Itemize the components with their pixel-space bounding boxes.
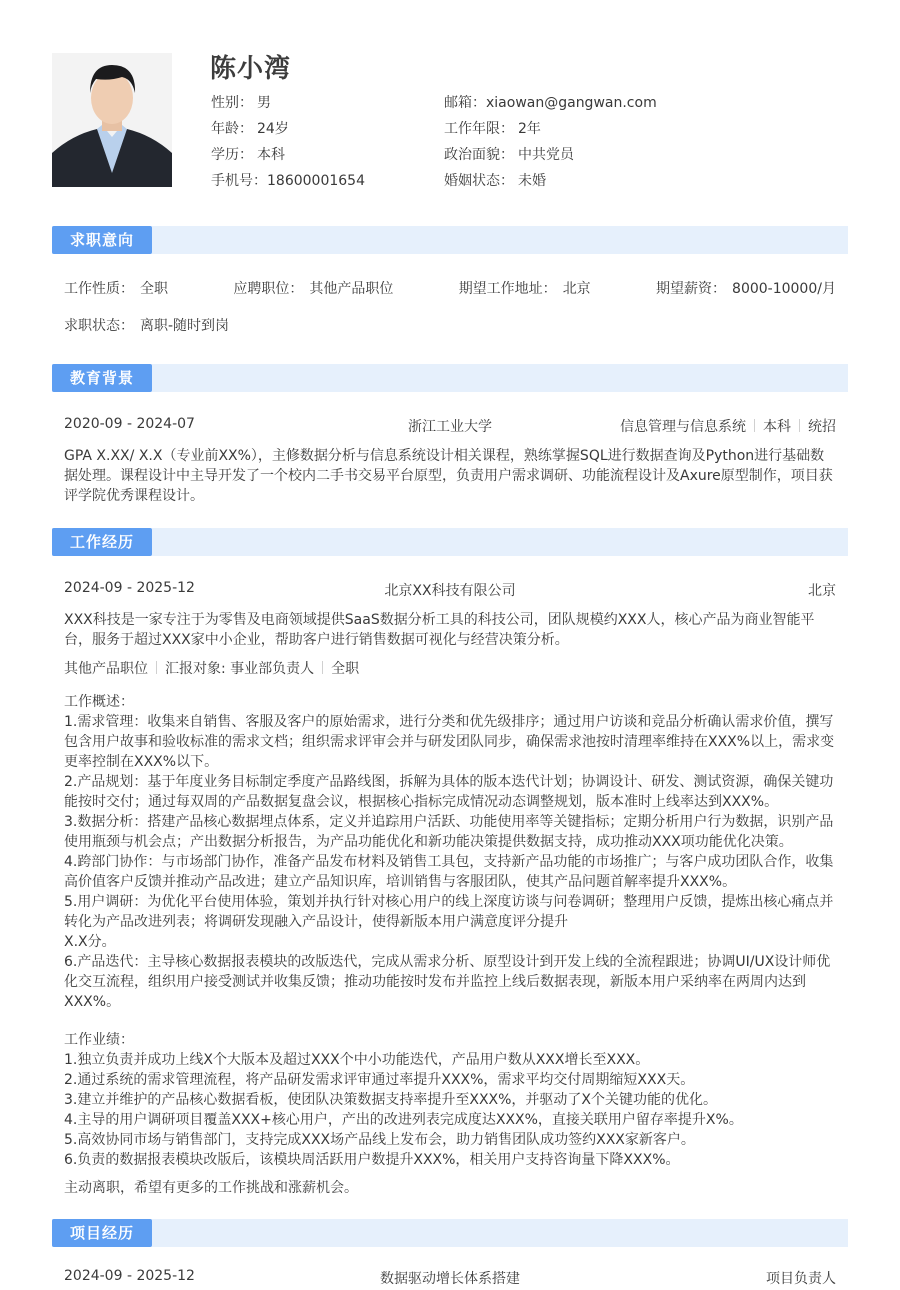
education-major-degree <box>620 416 836 436</box>
overview-item: 5.用户调研：为优化平台使用体验，策划并执行针对核心用户的线上深度访谈与问卷调研；整理用户反馈，提炼出核心痛点并转化为产品改进列表；将调研发现融入产品设计，使得新版本用户满意度评分提升 <box>64 894 834 930</box>
project-period: 2024-09 - 2025-12 <box>64 1268 195 1284</box>
divider <box>156 661 157 674</box>
field-label: 应聘职位： <box>233 281 304 297</box>
leave-reason: 主动离职，希望有更多的工作挑战和涨薪机会。 <box>64 1180 358 1196</box>
intent-salary <box>656 278 836 298</box>
info-email <box>444 92 657 118</box>
info-label: 政治面貌： <box>444 147 514 163</box>
info-phone <box>211 170 365 196</box>
field-label: 工作性质： <box>64 281 134 297</box>
section-title: 项目经历 <box>52 1219 152 1247</box>
field-label: 期望工作地址： <box>458 281 557 297</box>
section-title: 教育背景 <box>52 364 152 392</box>
info-work-years <box>444 118 657 144</box>
overview-item: 1.需求管理：收集来自销售、客服及客户的原始需求，进行分类和优先级排序；通过用户访谈和竞品分析确认需求价值，撰写包含用户故事和验收标准的需求文档；组织需求评审会并与研发团队同步，确保需求池按时清理率维持在XXX%以上，需求变更率控制在XXX%以下。 <box>64 714 835 770</box>
intent-location <box>459 278 591 298</box>
intent-row <box>64 278 836 298</box>
work-meta <box>64 658 359 678</box>
work-employment-type: 全职 <box>331 661 360 677</box>
info-value: 24岁 <box>257 121 289 137</box>
divider <box>322 661 323 674</box>
info-label: 性别： <box>211 95 253 111</box>
education-major: 信息管理与信息系统 <box>620 419 746 435</box>
project-role: 项目负责人 <box>766 1271 836 1287</box>
person-portrait-icon <box>52 53 172 187</box>
overview-title: 工作概述： <box>64 694 134 710</box>
overview-item: 2.产品规划：基于年度业务目标制定季度产品路线图，拆解为具体的版本迭代计划；协调设计、研发、测试资源，确保关键功能按时交付；通过每双周的产品数据复盘会议，根据核心指标完成情况动态调整规划，版本准时上线率达到XXX%。 <box>64 774 834 810</box>
work-company: 北京XX科技有限公司 <box>384 583 516 599</box>
basic-info-left <box>211 92 365 196</box>
field-label: 期望薪资： <box>656 281 727 297</box>
info-value: 中共党员 <box>518 147 574 163</box>
divider <box>799 419 800 432</box>
education-school: 浙江工业大学 <box>408 419 492 435</box>
info-marital-status <box>444 170 657 196</box>
overview-item: 3.数据分析：搭建产品核心数据埋点体系，定义并追踪用户活跃、功能使用率等关键指标；定期分析用户行为数据，识别产品使用瓶颈与机会点；产出数据分析报告，为产品功能优化和新功能决策提供数据支持，成功推动XXX项功能优化决策。 <box>64 814 834 850</box>
work-city: 北京 <box>808 583 836 599</box>
section-title: 工作经历 <box>52 528 152 556</box>
profile-photo <box>52 53 172 187</box>
divider <box>754 419 755 432</box>
work-achievements <box>64 1030 838 1170</box>
project-name: 数据驱动增长体系搭建 <box>380 1271 520 1287</box>
achievement-item: 1.独立负责并成功上线X个大版本及超过XXX个中小功能迭代，产品用户数从XXX增长至XXX。 <box>64 1052 650 1068</box>
work-report-to: 汇报对象: 事业部负责人 <box>165 661 315 677</box>
field-value: 8000-10000/月 <box>732 281 836 297</box>
education-entry-header <box>64 416 836 438</box>
info-political-status <box>444 144 657 170</box>
overview-item: 6.产品迭代：主导核心数据报表模块的改版迭代，完成从需求分析、原型设计到开发上线的全流程跟进；协调UI/UX设计师优化交互流程，组织用户接受测试并收集反馈；推动功能按时发布并监控上线后数据表现，新版本用户采纳率在两周内达到XXX%。 <box>64 954 831 1010</box>
info-label: 学历： <box>211 147 253 163</box>
info-label: 年龄： <box>211 121 253 137</box>
info-label: 工作年限： <box>444 121 514 137</box>
intent-job-type <box>64 278 168 298</box>
project-entry-header <box>64 1268 836 1290</box>
basic-info-right <box>444 92 657 196</box>
intent-status <box>64 315 229 335</box>
education-period: 2020-09 - 2024-07 <box>64 416 195 432</box>
info-value: 未婚 <box>518 173 546 189</box>
field-label: 求职状态： <box>64 318 134 334</box>
overview-item: 4.跨部门协作：与市场部门协作，准备产品发布材料及销售工具包，支持新产品功能的市场推广；与客户成功团队合作，收集高价值客户反馈并推动产品改进；建立产品知识库，培训销售与客服团队，使其产品问题首解率提升XXX%。 <box>64 854 834 890</box>
info-value: 男 <box>257 95 271 111</box>
info-education <box>211 144 365 170</box>
section-title: 求职意向 <box>52 226 152 254</box>
work-period: 2024-09 - 2025-12 <box>64 580 195 596</box>
field-value: 北京 <box>562 281 591 297</box>
field-value: 离职-随时到岗 <box>140 318 230 334</box>
education-degree: 本科 <box>763 419 791 435</box>
info-gender <box>211 92 365 118</box>
intent-position <box>233 278 393 298</box>
education-type: 统招 <box>808 419 836 435</box>
info-label: 手机号： <box>211 173 267 189</box>
overview-item: X.X分。 <box>64 934 116 950</box>
section-header-project <box>52 1219 848 1247</box>
achievement-item: 2.通过系统的需求管理流程，将产品研发需求评审通过率提升XXX%，需求平均交付周期缩短XXX天。 <box>64 1072 695 1088</box>
work-entry-header <box>64 580 836 602</box>
info-value: 本科 <box>257 147 285 163</box>
intent-status-field <box>64 318 229 334</box>
section-header-work <box>52 528 848 556</box>
achievement-item: 4.主导的用户调研项目覆盖XXX+核心用户，产出的改进列表完成度达XXX%，直接关联用户留存率提升X%。 <box>64 1112 743 1128</box>
achievement-item: 3.建立并维护的产品核心数据看板，使团队决策数据支持率提升至XXX%，并驱动了X个关键功能的优化。 <box>64 1092 718 1108</box>
company-description: XXX科技是一家专注于为零售及电商领域提供SaaS数据分析工具的科技公司，团队规模约XXX人，核心产品为商业智能平台，服务于超过XXX家中小企业，帮助客户进行销售数据可视化与经营决策分析。 <box>64 612 815 648</box>
candidate-name: 陈小湾 <box>210 54 292 84</box>
section-header-education <box>52 364 848 392</box>
achievements-title: 工作业绩： <box>64 1032 134 1048</box>
info-label: 婚姻状态： <box>444 173 514 189</box>
info-age <box>211 118 365 144</box>
field-value: 全职 <box>140 281 168 297</box>
achievement-item: 5.高效协同市场与销售部门，支持完成XXX场产品线上发布会，助力销售团队成功签约XXX家新客户。 <box>64 1132 695 1148</box>
field-value: 其他产品职位 <box>309 281 394 297</box>
work-overview <box>64 692 838 1012</box>
info-value: 18600001654 <box>267 173 365 189</box>
education-description: GPA X.XX/ X.X（专业前XX%），主修数据分析与信息系统设计相关课程，熟练掌握SQL进行数据查询及Python进行基础数据处理。课程设计中主导开发了一个校内二手书交易平台原型，负责用户需求调研、功能流程设计及Axure原型制作，项目获评学院优秀课程设计。 <box>64 448 833 504</box>
section-header-intent <box>52 226 848 254</box>
work-position: 其他产品职位 <box>64 661 148 677</box>
info-value: 2年 <box>518 121 541 137</box>
achievement-item: 6.负责的数据报表模块改版后，该模块周活跃用户数提升XXX%，相关用户支持咨询量下降XXX%。 <box>64 1152 680 1168</box>
info-value: xiaowan@gangwan.com <box>486 95 657 111</box>
info-label: 邮箱： <box>444 95 486 111</box>
